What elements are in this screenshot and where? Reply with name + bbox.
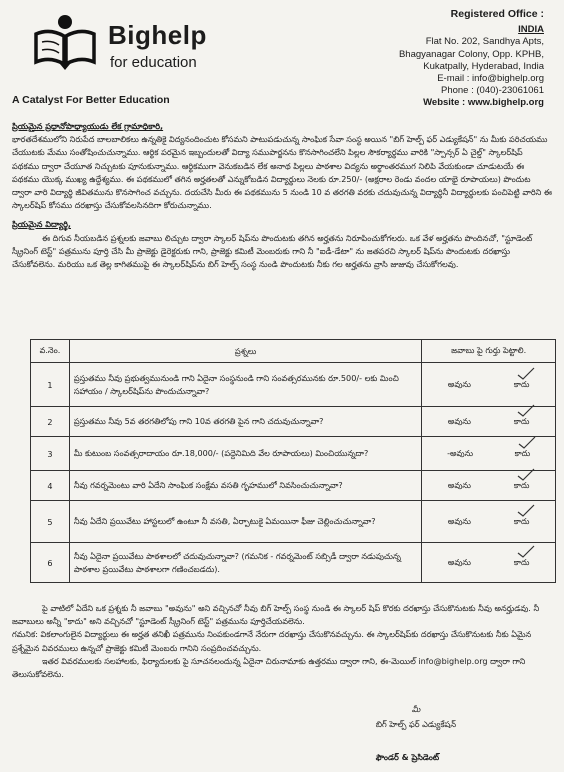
table-row: [31, 471, 556, 501]
checkmark-icon: [517, 436, 537, 450]
answer-no-label: కాదు: [513, 415, 530, 426]
answer-no-label: కాదు: [513, 556, 530, 567]
question-text: ప్రస్తుతము నీవు ప్రభుత్వమునుండి గాని ఏదైనా సంస్థనుండి గాని సంవత్సరమునకు రూ.500/- లకు మించి సహాయం / స్కాలర్‌షిప్‌ను పొందుచున్నావా?: [69, 363, 421, 407]
answer-no[interactable]: [514, 379, 530, 391]
answer-cell: [422, 471, 556, 501]
question-text: ప్రస్తుతము నీవు 5వ తరగతిలోపు గాని 10వ తరగతి పైన గాని చదువుచున్నావా?: [69, 407, 421, 437]
signature-block: [376, 702, 456, 765]
table-header-row: [31, 340, 556, 363]
open-book-logo-icon: [30, 12, 100, 70]
salutation-headmaster: ప్రియమైన ప్రధానోపాధ్యాయుడు లేక గ్రామాధికారి,: [12, 121, 164, 131]
row-number: 1: [31, 363, 70, 407]
office-country: INDIA: [518, 24, 544, 36]
office-phone: Phone : (040)-23061061: [441, 85, 544, 97]
question-text: నీవు గవర్నమెంటు వారి ఏదేని సాంఘిక సంక్షేమ వసతి గృహములో నివసించుచున్నావా?: [69, 471, 421, 501]
answer-no-label: కాదు: [514, 447, 531, 458]
answer-yes[interactable]: అవును: [447, 515, 471, 526]
answer-yes[interactable]: అవును: [447, 556, 471, 567]
office-address-line: Kukatpally, Hyderabad, India: [423, 60, 544, 72]
table-row: [31, 437, 556, 471]
brand-subtitle: for education: [110, 54, 197, 71]
office-title: Registered Office :: [450, 8, 544, 20]
checkmark-icon: [516, 468, 536, 482]
table-row: [31, 363, 556, 407]
answer-no[interactable]: [514, 480, 530, 492]
answer-yes[interactable]: అవును: [447, 415, 471, 426]
header-serial: వ.నెం.: [31, 340, 70, 363]
answer-yes[interactable]: అవును: [447, 378, 471, 389]
office-email: E-mail : info@bighelp.org: [437, 73, 544, 85]
office-address-line: Flat No. 202, Sandhya Apts,: [425, 36, 544, 48]
question-text: నీవు ఏదైనా ప్రయివేటు పాఠశాలలో చదువుచున్నావా? (గమనిక - గవర్నమెంట్ సబ్సిడీ ద్వారా నడుపుచున్న పాఠశాల ప్రయివేటు పాఠశాలగా గణించబడదు).: [69, 543, 421, 583]
organisation-name: బిగ్ హెల్ప్ ఫర్ ఎడ్యుకేషన్: [375, 719, 456, 729]
checkmark-icon: [516, 367, 536, 381]
answer-no[interactable]: [514, 557, 530, 569]
row-number: 3: [31, 437, 70, 471]
checkmark-icon: [516, 504, 536, 518]
ineligibility-paragraph: పై వాటిలో ఏదేని ఒక ప్రశ్నకు నీ జవాబు "అవును" అని వచ్చినచో నీవు బిగ్ హెల్ప్ సంస్థ నుండి ఈ స్కాలర్ షిప్ కొరకు దరఖాస్తు చేసుకొనుటకు నీవు అనర్హుడవు. నీ జవాబులు అన్నీ "కాదు" అని వచ్చినచో "స్టూడెంట్ స్క్రీనింగ్ టెస్ట్" పత్రమును పూర్తిచేయవలెను.: [12, 603, 540, 627]
table-row: [31, 501, 556, 543]
brand-name: Bighelp: [108, 20, 207, 50]
letter-body: [12, 120, 552, 271]
question-text: మీ కుటుంబ సంవత్సరాదాయం రూ.18,000/- (పద్దెనిమిది వేల రూపాయలు) మించియున్నదా?: [69, 437, 421, 471]
signatory-role: ఫౌండర్ & ప్రెసిడెంట్: [375, 752, 440, 762]
answer-no-label: కాదు: [513, 515, 530, 526]
checkmark-icon: [516, 404, 536, 418]
answer-cell: [422, 437, 556, 471]
signature-mark: మీ: [411, 704, 421, 714]
row-number: 5: [31, 501, 70, 543]
answer-no[interactable]: [514, 516, 530, 528]
answer-no[interactable]: [514, 416, 530, 428]
row-number: 4: [31, 471, 70, 501]
contact-paragraph: ఇతర వివరములకు సలహాలకు, ఫిర్యాదులకు పై సూచనలందున్న ఏదైనా చిరునామాకు ఉత్తరము ద్వారా గాని, ఈ-మెయిల్ info@bighelp.org ద్వారా గాని తెలుసుకోవలెను.: [12, 655, 526, 680]
intro-paragraph: భారతదేశములోని నిరుపేద బాలబాలికలు ఉన్నతికై విద్యనందించుట కోసమని పాటుపడుచున్న సాంఘిక సేవా సంస్థ అయిన "బిగ్ హెల్ప్ ఫర్ ఎడ్యుకేషన్" ను మీకు పరిచయము చేయుటకు మేము సంతోషించుచున్నాము. ఆర్థిక పరమైన ఇబ్బందులతో విద్యా సముపార్జనను కొనసాగించలేని పిల్లల సౌకర్యార్థము వారికి "స్పాన్సర్ ఏ చైల్డ్" స్కాలర్‌షిప్ పథకము ద్వారా చేయూత నిచ్చుటకు పూనుకున్నాము. ఆర్థికముగా వెనుకబడిన లేక అనాథ పిల్లలు పాఠశాల విద్యను అర్థాంతరముగ నిలిపి వేయకుండా చూడుటయే ఈ పథకము యొక్క ముఖ్య ఉద్దేశ్యము. ఈ పథకములో తగిన అర్హతలతో ఎన్నుకోబడిన విద్యార్థులు నెలకు రూ.250/- (అక్షరాల రెండు వందల యాభై రూపాయలు) పొందుట ద్వారా వారి విద్యార్థి జీవితమును కొనసాగించ వచ్చును. దయచేసి మీరు ఈ పథకమును 5 నుండి 10 వ తరగతి వరకు చదువుచున్న విద్యార్థినీ విద్యార్థులకు పంచిపెట్టి వారిని ఈ స్కాలర్‌షిప్ కోసము దరఖాస్తు చేసుకోవలసినదిగా కోరుచున్నాము.: [12, 134, 552, 211]
answer-yes[interactable]: అవును: [447, 479, 471, 490]
office-address-line: Bhagyanagar Colony, Opp. KPHB,: [398, 48, 544, 60]
registered-office-block: [399, 8, 544, 110]
answer-no[interactable]: [515, 448, 531, 460]
instructions-block: [12, 602, 552, 681]
answer-cell: [422, 363, 556, 407]
row-number: 2: [31, 407, 70, 437]
answer-cell: [422, 501, 556, 543]
header-questions: ప్రశ్నలు: [69, 340, 421, 363]
tagline: A Catalyst For Better Education: [12, 94, 170, 106]
answer-yes[interactable]: -అవును: [447, 447, 474, 458]
answer-no-label: కాదు: [513, 479, 530, 490]
checkmark-icon: [516, 545, 536, 559]
header-answer: జవాబు పై గుర్తు పెట్టాలి.: [422, 340, 556, 363]
answer-cell: [422, 543, 556, 583]
student-paragraph: ఈ దిగువ నీయబడిన ప్రశ్నలకు జవాబు లిచ్చుట ద్వారా స్కాలర్ షిప్‌ను పొందుటకు తగిన అర్హతను నిరూపించుకోగలరు. ఒక వేళ అర్హతను పొందినచో, "స్టూడెంట్ స్క్రీనింగ్ టెస్ట్" పత్రమును పూర్తి చేసి మీ ప్రాజెక్టు డైరెక్టరుకు గాని, ప్రాజెక్టు కమిటీ మెంబరుకు గాని నీ "ఐడీ-డేటా" ను జతపరచి స్కాలర్ షిప్‌ను పొందుటకు దరఖాస్తు చేసుకోవలెను. మరియు ఒక తెల్ల కాగితముపై ఈ స్కాలర్‌షిప్‌ను బిగ్ హెల్ప్ సంస్థ నుండి పొందుటకు నీకు గల అర్హతను వ్రాసి జుజువు చేసుకోగలవు.: [12, 232, 533, 270]
office-website: Website : www.bighelp.org: [423, 97, 544, 109]
row-number: 6: [31, 543, 70, 583]
eligibility-table: [30, 339, 556, 583]
answer-no-label: కాదు: [513, 378, 530, 389]
question-text: నీవు ఏదేని ప్రయివేటు హాస్టలులో ఉంటూ నీ వసతి, ఏర్పాటుకై ఏమయినా ఫీజు చెల్లించుచున్నావా?: [69, 501, 421, 543]
note-paragraph: గమనిక: వికలాంగులైన విద్యార్థులు ఈ అర్హత తనిఖీ పత్రమును నింపకుండగానే నేరుగా దరఖాస్తు చేసుకొనవచ్చును. ఈ స్కాలర్‌షిప్‌కు దరఖాస్తు చేసుకొనుటకు నీకు ఏమైన ప్రశ్నేమైన వివరములు ఉన్నచో ప్రాజెక్టు కమిటీ మెంబరు గానిని సంప్రదించవచ్చును.: [12, 629, 532, 653]
answer-cell: [422, 407, 556, 437]
letterhead: [10, 6, 554, 114]
table-row: [31, 543, 556, 583]
table-row: [31, 407, 556, 437]
salutation-student: ప్రియమైన విద్యార్థి,: [12, 219, 71, 230]
